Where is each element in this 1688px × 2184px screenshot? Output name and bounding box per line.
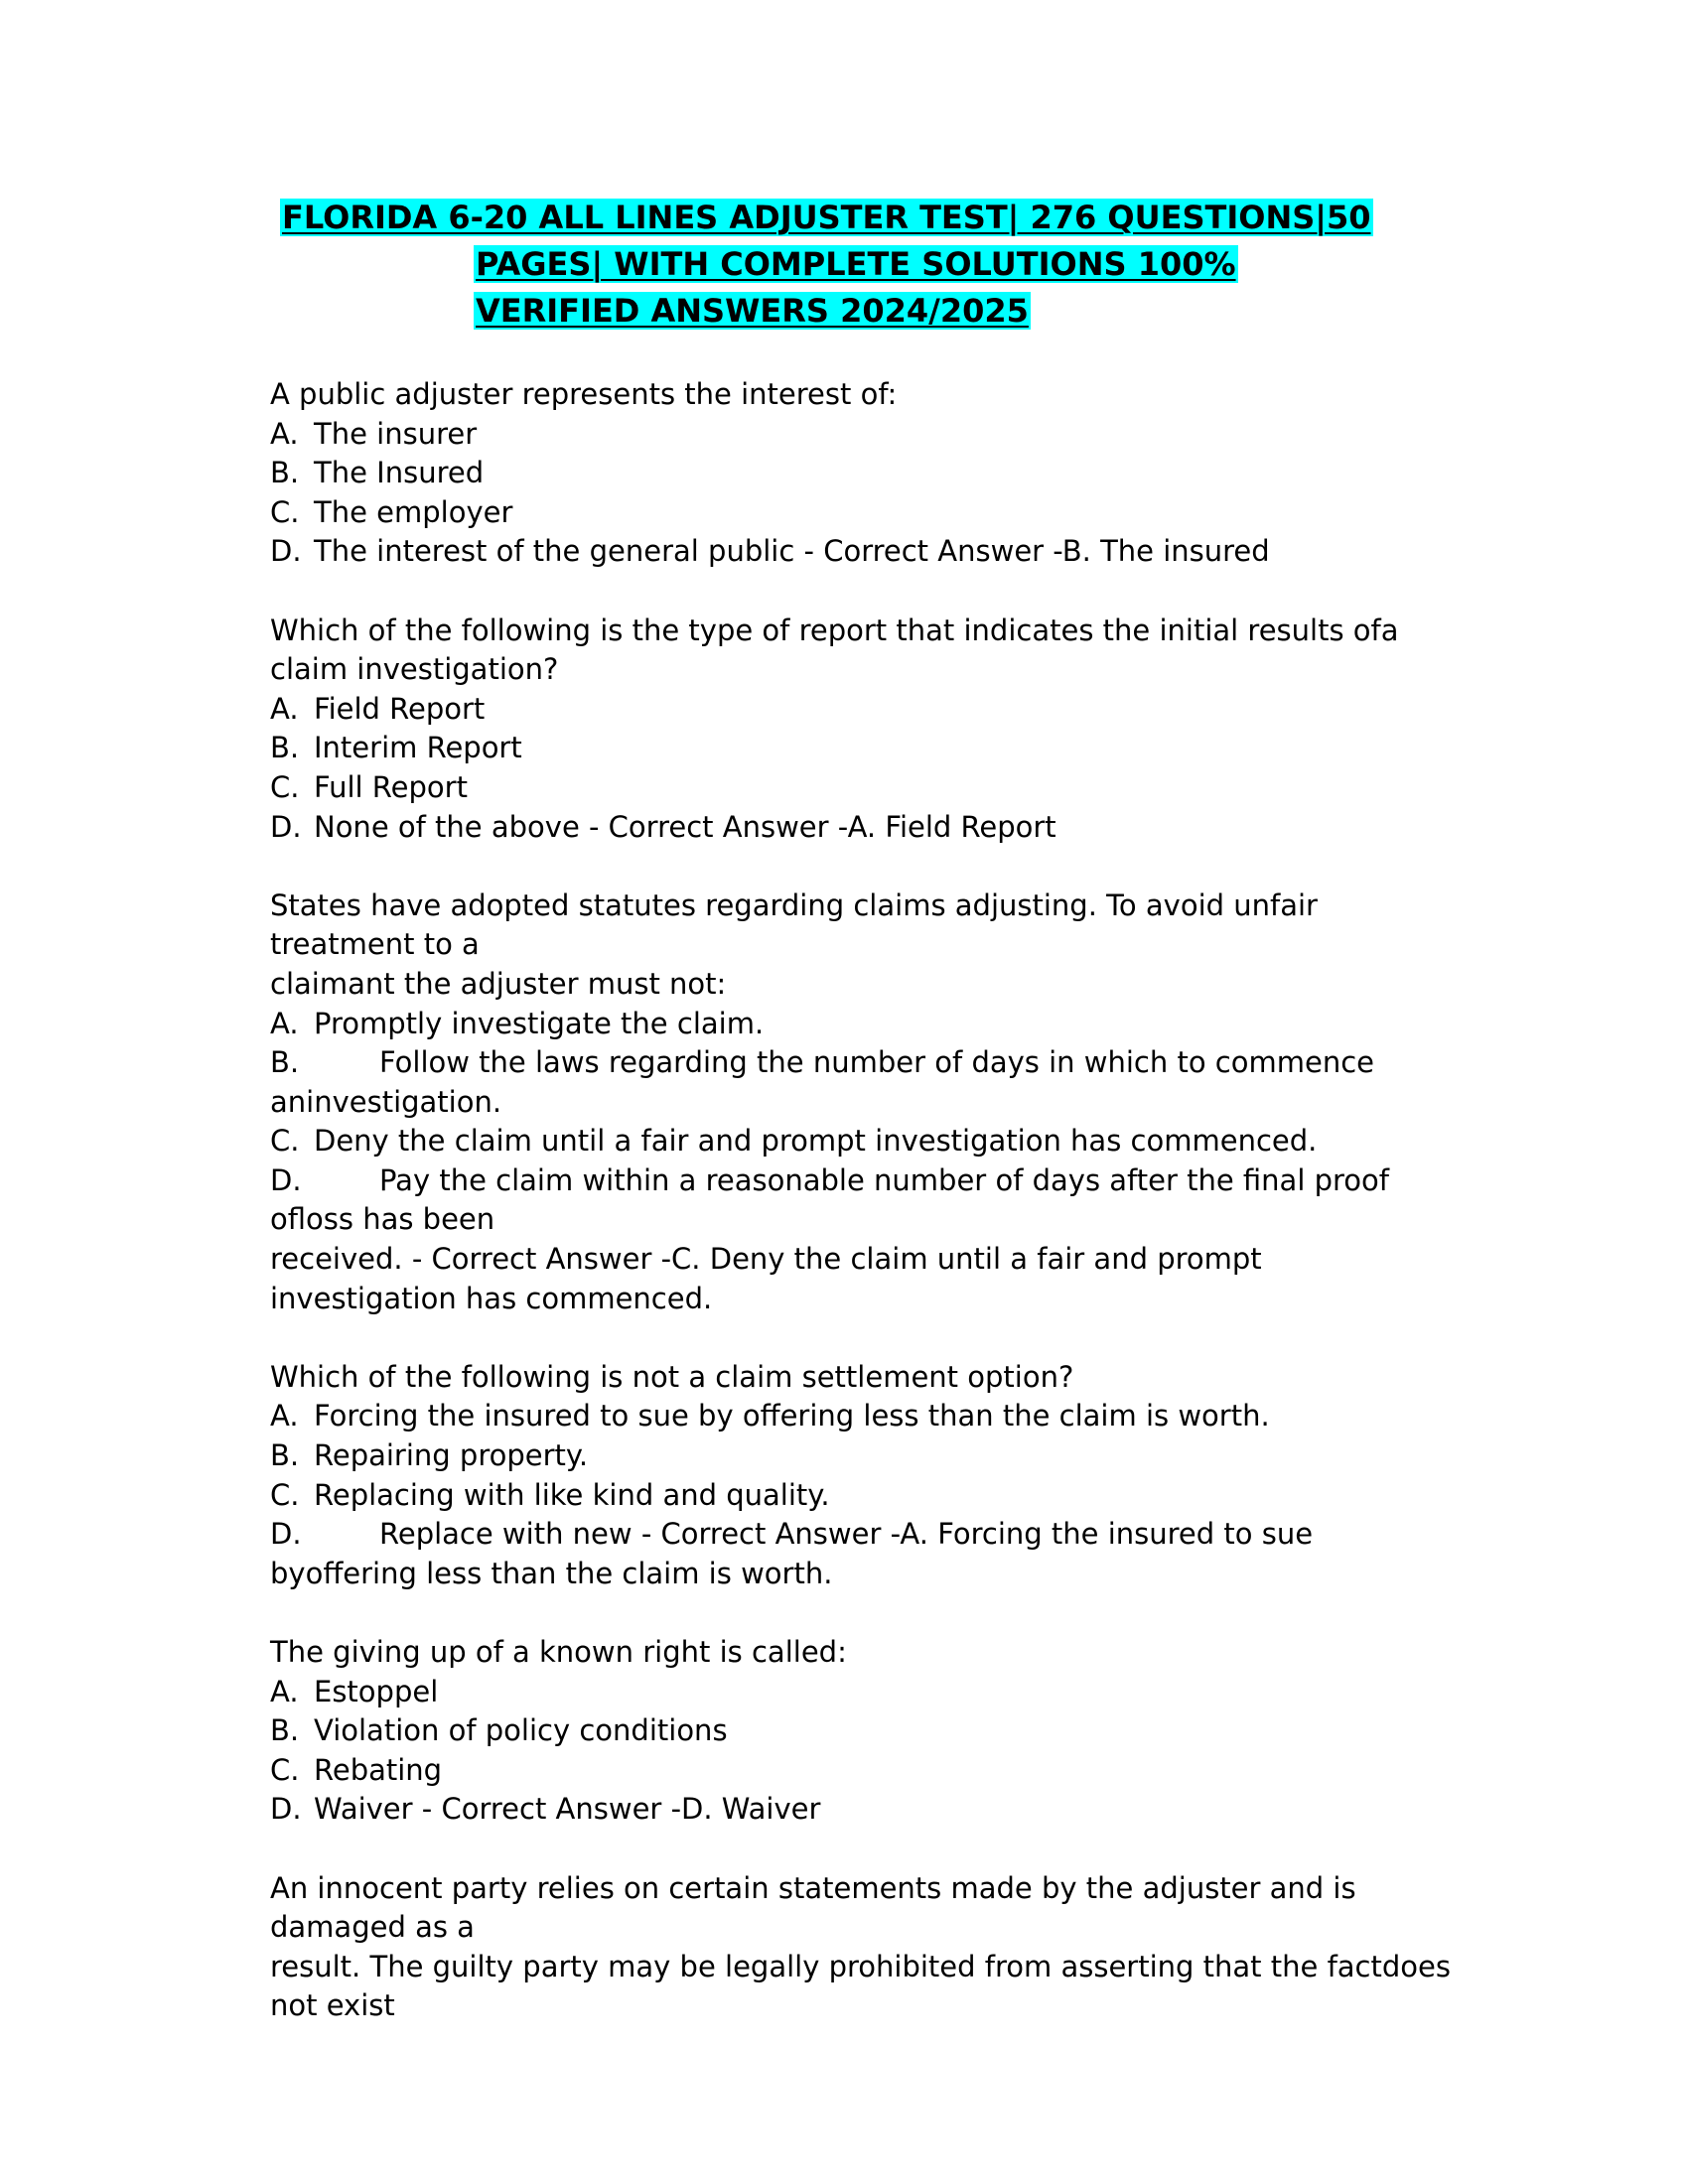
option-c: C. Rebating	[270, 1752, 443, 1787]
title-line-3: VERIFIED ANSWERS 2024/2025	[476, 292, 1029, 330]
option-c: C. Replacing with like kind and quality.	[270, 1477, 830, 1512]
option-c: C. Deny the claim until a fair and prompt investigation has commenced.	[270, 1124, 1318, 1159]
option-a: A. Forcing the insured to sue by offering less than the claim is worth.	[270, 1399, 1270, 1433]
document-title	[280, 195, 1472, 335]
option-b: B. Interim Report	[270, 731, 522, 765]
option-d-cont: ofloss has been	[270, 1202, 495, 1237]
option-d-with-answer: D. Waiver - Correct Answer -D. Waiver	[270, 1792, 821, 1827]
question-stem-cont: not exist	[270, 1988, 395, 2023]
option-a: A. Field Report	[270, 691, 486, 726]
question-stem-cont: claim investigation?	[270, 652, 559, 687]
question-stem: States have adopted statutes regarding claims adjusting. To avoid unfair	[270, 887, 1318, 922]
title-line-2: PAGES| WITH COMPLETE SOLUTIONS 100%	[476, 245, 1236, 283]
question-6	[270, 1869, 1491, 2026]
question-stem: An innocent party relies on certain statements made by the adjuster and is	[270, 1870, 1356, 1905]
question-stem: Which of the following is not a claim settlement option?	[270, 1359, 1074, 1394]
option-d-with-answer: D. Replace with new - Correct Answer -A. Forcing the insured to sue	[270, 1517, 1314, 1552]
question-stem-cont: damaged as a	[270, 1910, 475, 1945]
question-stem: Which of the following is the type of report that indicates the initial results ofa	[270, 613, 1399, 647]
question-5	[270, 1633, 1491, 1830]
option-d: D. Pay the claim within a reasonable number of days after the final proof	[270, 1162, 1389, 1197]
question-1	[270, 375, 1491, 572]
title-line-1: FLORIDA 6-20 ALL LINES ADJUSTER TEST| 276 QUESTIONS|50	[282, 199, 1371, 236]
option-d-answer: received. - Correct Answer -C. Deny the claim until a fair and prompt	[270, 1242, 1262, 1277]
question-2	[270, 612, 1491, 848]
question-4	[270, 1358, 1491, 1594]
option-d-answer-cont: investigation has commenced.	[270, 1281, 713, 1315]
option-c: C. The employer	[270, 494, 513, 529]
question-stem-cont: treatment to a	[270, 927, 480, 962]
question-3	[270, 887, 1491, 1319]
option-b: B. Repairing property.	[270, 1438, 589, 1473]
option-d-with-answer: D. None of the above - Correct Answer -A. Field Report	[270, 809, 1056, 844]
question-stem-cont: result. The guilty party may be legally prohibited from asserting that the factdoes	[270, 1949, 1451, 1983]
question-list	[270, 375, 1491, 2026]
option-b: B. Follow the laws regarding the number of days in which to commence	[270, 1045, 1374, 1080]
option-b: B. Violation of policy conditions	[270, 1713, 728, 1748]
option-d-with-answer: D. The interest of the general public - Correct Answer -B. The insured	[270, 534, 1270, 569]
question-stem-cont: claimant the adjuster must not:	[270, 966, 727, 1001]
option-a: A. Estoppel	[270, 1674, 439, 1708]
option-a: A. The insurer	[270, 416, 478, 451]
option-b-cont: aninvestigation.	[270, 1084, 502, 1119]
question-stem: A public adjuster represents the interest of:	[270, 377, 898, 411]
question-stem: The giving up of a known right is called:	[270, 1635, 847, 1669]
option-b: B. The Insured	[270, 456, 485, 490]
option-c: C. Full Report	[270, 769, 468, 804]
option-d-answer-cont: byoffering less than the claim is worth.	[270, 1556, 833, 1590]
option-a: A. Promptly investigate the claim.	[270, 1006, 765, 1040]
